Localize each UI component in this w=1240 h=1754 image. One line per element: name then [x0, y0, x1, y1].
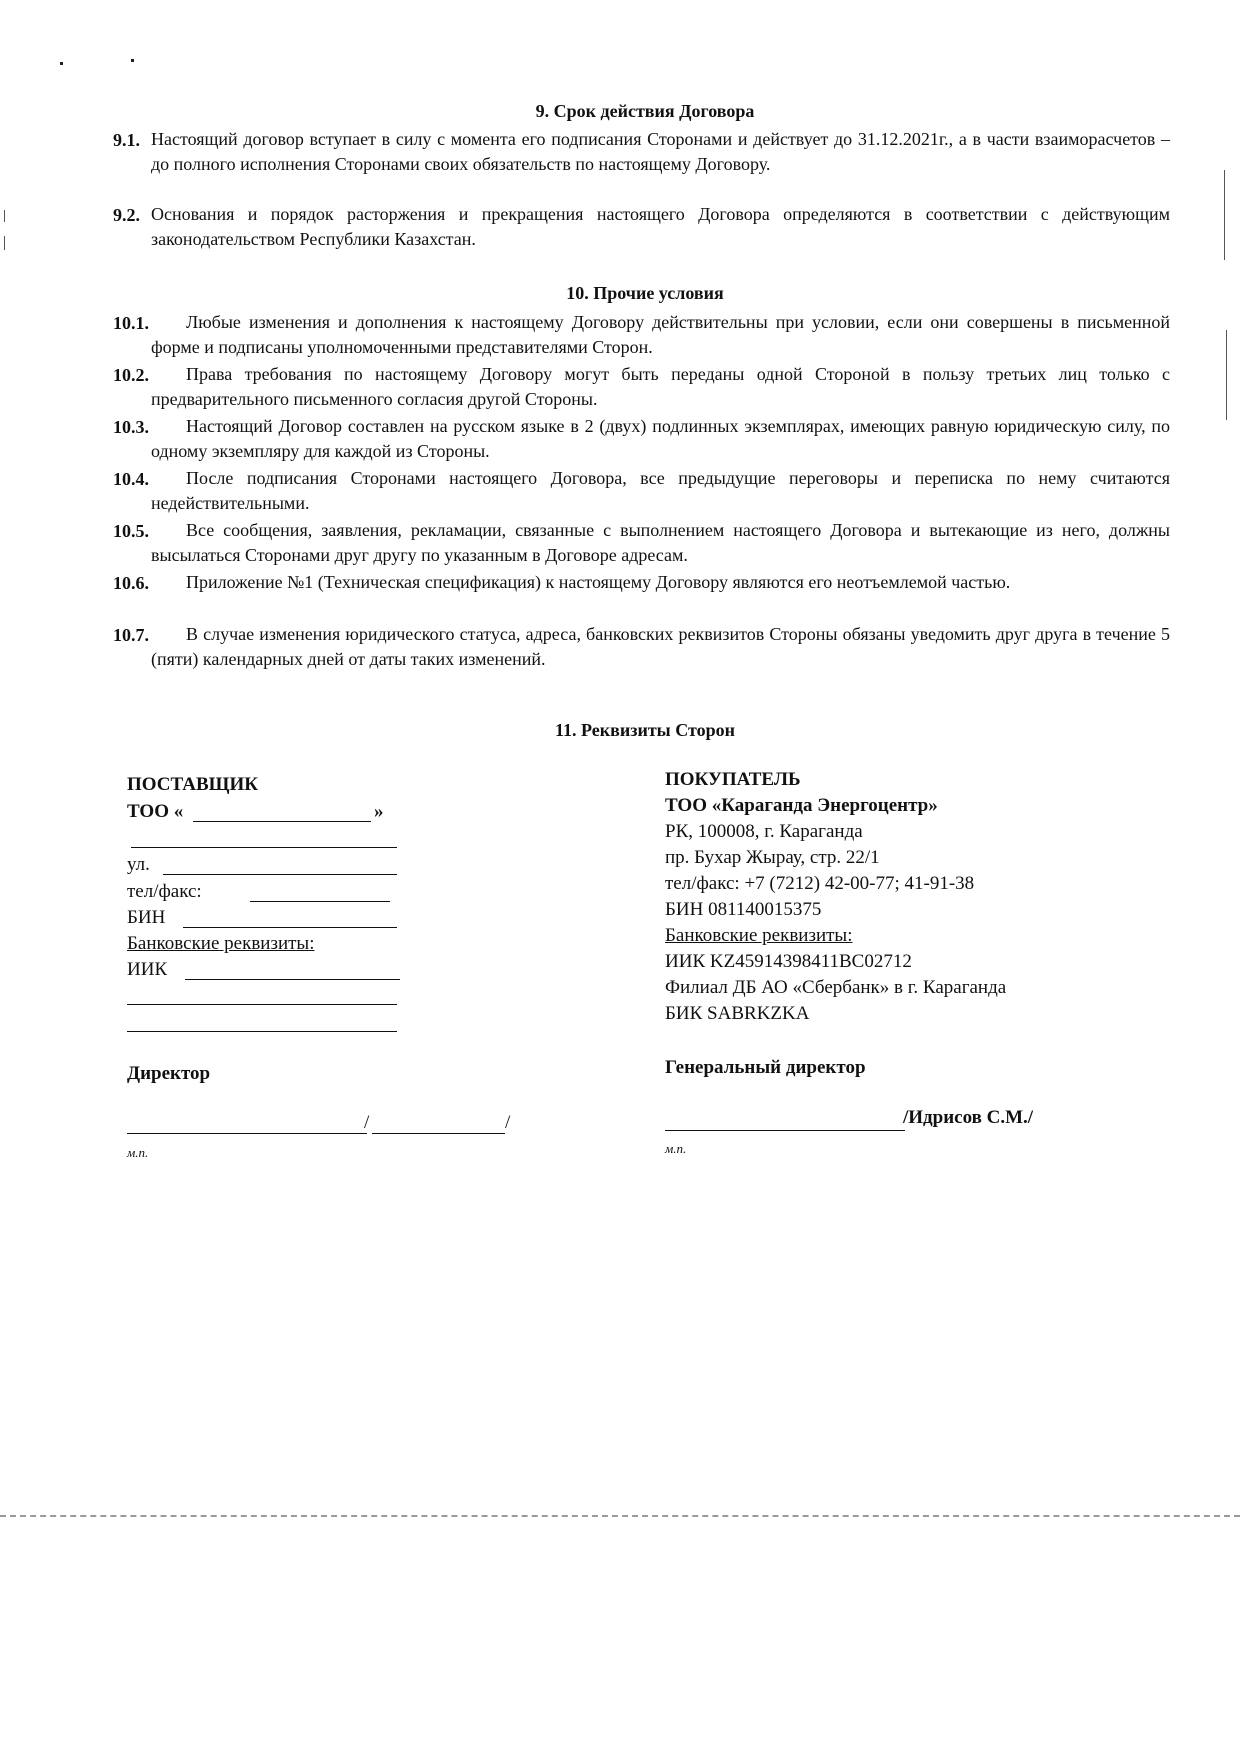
- supplier-phone-blank: [250, 901, 390, 902]
- supplier-signature-slash: /: [364, 1112, 370, 1133]
- clause-10-5-number: 10.5.: [113, 521, 149, 541]
- buyer-stamp-place: м.п.: [665, 1141, 687, 1156]
- clause-10-6-number: 10.6.: [113, 573, 149, 593]
- clause-10-7-number: 10.7.: [113, 625, 149, 645]
- section-10-title: 10. Прочие условия: [566, 283, 724, 303]
- page-fold-line: [0, 1515, 1240, 1517]
- supplier-bin-label: БИН: [127, 907, 166, 928]
- supplier-bank-blank: [127, 1031, 397, 1032]
- buyer-iik: ИИК KZ45914398411BC02712: [665, 951, 912, 972]
- supplier-bank-blank: [127, 1004, 397, 1005]
- clause-10-1-number: 10.1.: [113, 313, 149, 333]
- clause-9-1-text: Настоящий договор вступает в силу с момента его подписания Сторонами и действует до 31.12.2021г., а в части взаиморасчетов – до полного исполнения Сторонами своих обязательств по настоящему Договору.: [151, 129, 1170, 174]
- supplier-name-line: [372, 1133, 505, 1134]
- buyer-bank-branch: Филиал ДБ АО «Сбербанк» в г. Караганда: [665, 977, 1007, 998]
- supplier-name-slash: /: [505, 1112, 511, 1133]
- supplier-street-label: ул.: [127, 854, 150, 875]
- clause-9-1-number: 9.1.: [113, 130, 140, 150]
- scan-edge-mark: [4, 236, 5, 250]
- section-11-title: 11. Реквизиты Сторон: [555, 720, 735, 740]
- supplier-address-blank: [131, 847, 397, 848]
- supplier-phone-label: тел/факс:: [127, 881, 202, 902]
- buyer-address-2: пр. Бухар Жырау, стр. 22/1: [665, 847, 880, 868]
- clause-10-2-text: Права требования по настоящему Договору могут быть переданы одной Стороной в пользу третьих лиц только с предварительного письменного согласия другой Стороны.: [151, 364, 1170, 409]
- buyer-address-1: РК, 100008, г. Караганда: [665, 821, 863, 842]
- clause-10-6-text: Приложение №1 (Техническая спецификация) к настоящему Договору являются его неотъемлемой частью.: [186, 572, 1011, 592]
- buyer-bik: БИК SABRKZKA: [665, 1003, 810, 1024]
- supplier-org-suffix: »: [374, 801, 384, 822]
- buyer-bank-label: Банковские реквизиты:: [665, 925, 853, 946]
- supplier-org-blank: [193, 821, 371, 822]
- buyer-bin: БИН 081140015375: [665, 899, 822, 920]
- clause-9-2-text: Основания и порядок расторжения и прекращения настоящего Договора определяются в соответствии с действующим законодательством Республики Казахстан.: [151, 204, 1170, 249]
- buyer-phone: тел/факс: +7 (7212) 42-00-77; 41-91-38: [665, 873, 975, 894]
- clause-10-7-text: В случае изменения юридического статуса, адреса, банковских реквизитов Стороны обязаны уведомить друг друга в течение 5 (пяти) календарных дней от даты таких изменений.: [151, 624, 1170, 669]
- supplier-iik-blank: [185, 979, 400, 980]
- buyer-signatory: /Идрисов С.М./: [903, 1107, 1034, 1128]
- buyer-signature-line: [665, 1130, 905, 1131]
- scan-edge-mark: [1226, 330, 1227, 420]
- clause-10-3-text: Настоящий Договор составлен на русском языке в 2 (двух) подлинных экземплярах, имеющих равную юридическую силу, по одному экземпляру для каждой из Стороны.: [151, 416, 1170, 461]
- clause-10-2-number: 10.2.: [113, 365, 149, 385]
- supplier-iik-label: ИИК: [127, 959, 168, 980]
- buyer-heading: ПОКУПАТЕЛЬ: [665, 769, 801, 790]
- supplier-heading: ПОСТАВЩИК: [127, 774, 259, 795]
- supplier-stamp-place: м.п.: [127, 1145, 149, 1160]
- supplier-signature-line: [127, 1133, 367, 1134]
- scan-speck: [60, 62, 63, 65]
- buyer-org: ТОО «Караганда Энергоцентр»: [665, 795, 938, 816]
- scan-speck: [131, 59, 134, 62]
- buyer-director-label: Генеральный директор: [665, 1057, 866, 1078]
- supplier-org-prefix: ТОО «: [127, 801, 184, 822]
- supplier-director-label: Директор: [127, 1063, 211, 1084]
- section-9-title: 9. Срок действия Договора: [535, 101, 755, 121]
- scan-edge-mark: [1224, 170, 1225, 260]
- scan-edge-mark: [4, 210, 5, 222]
- clause-10-4-text: После подписания Сторонами настоящего Договора, все предыдущие переговоры и переписка по нему считаются недействительными.: [151, 468, 1170, 513]
- supplier-street-blank: [163, 874, 397, 875]
- clause-9-2-number: 9.2.: [113, 205, 140, 225]
- clause-10-3-number: 10.3.: [113, 417, 149, 437]
- supplier-bin-blank: [183, 927, 397, 928]
- supplier-bank-label: Банковские реквизиты:: [127, 933, 315, 954]
- clause-10-4-number: 10.4.: [113, 469, 149, 489]
- clause-10-1-text: Любые изменения и дополнения к настоящему Договору действительны при условии, если они совершены в письменной форме и подписаны уполномоченными представителями Сторон.: [151, 312, 1170, 357]
- clause-10-5-text: Все сообщения, заявления, рекламации, связанные с выполнением настоящего Договора и вытекающие из него, должны высылаться Сторонами друг другу по указанным в Договоре адресам.: [151, 520, 1170, 565]
